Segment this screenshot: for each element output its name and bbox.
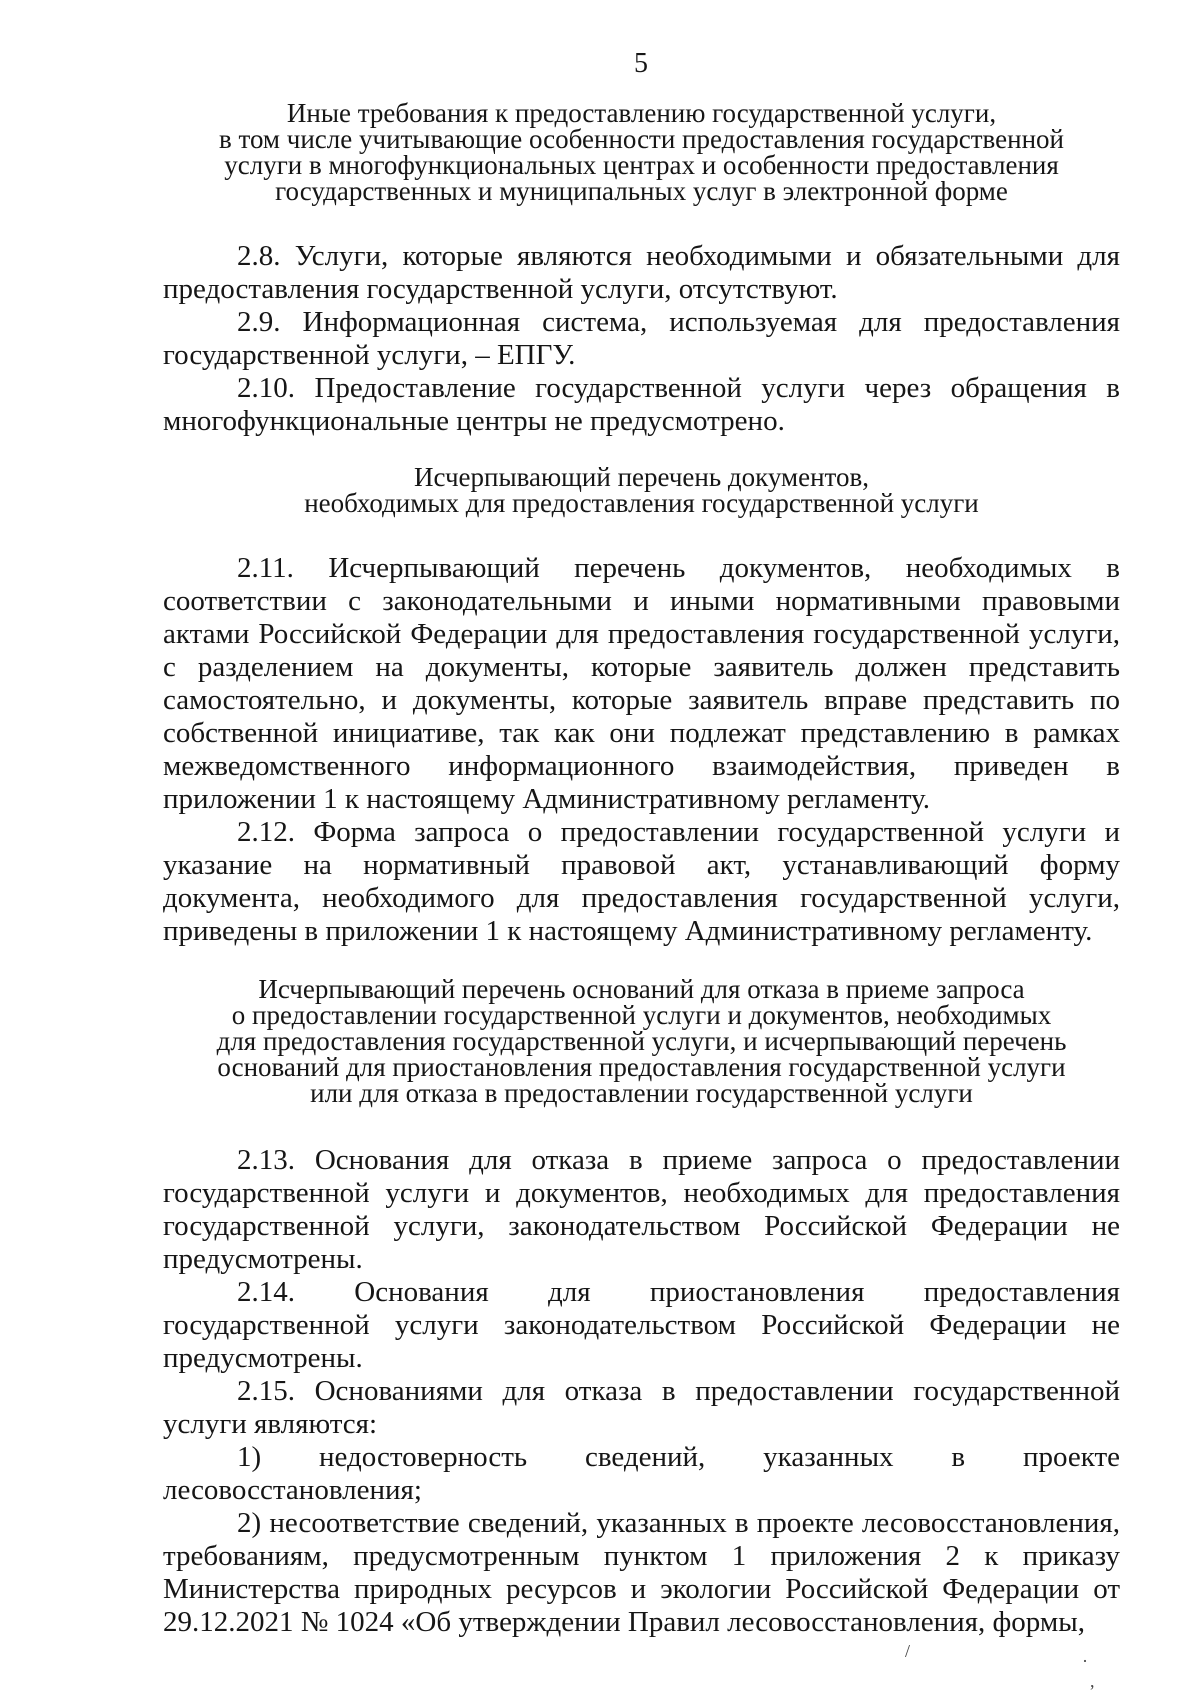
heading-line: необходимых для предоставления государственной услуги (304, 488, 979, 518)
heading-line: Исчерпывающий перечень документов, (414, 462, 869, 492)
paragraph-2-11: 2.11. Исчерпывающий перечень документов, необходимых в соответствии с законодательными и иными нормативными правовыми актами Российской Федерации для предоставления государственной услуги, с разделением на документы, которые заявитель должен представить самостоятельно, и документы, которые заявитель вправе представить по собственной инициативе, так как они подлежат представлению в рамках межведомственного информационного взаимодействия, приведен в приложении 1 к настоящему Административному регламенту. (163, 552, 1120, 815)
heading-line: или для отказа в предоставлении государственной услуги (310, 1078, 973, 1108)
section-heading-documents-list (163, 464, 1120, 516)
page-number: 5 (634, 48, 648, 79)
heading-line: в том числе учитывающие особенности предоставления государственной (219, 124, 1064, 154)
scan-mark: / (905, 1641, 911, 1661)
paragraph-2-9: 2.9. Информационная система, используемая для предоставления государственной услуги, – ЕПГУ. (163, 306, 1120, 371)
scan-mark: , (1090, 1671, 1095, 1691)
heading-line: для предоставления государственной услуги, и исчерпывающий перечень (216, 1026, 1067, 1056)
document-body (163, 100, 1120, 1639)
heading-line: о предоставлении государственной услуги и документов, необходимых (231, 1000, 1052, 1030)
heading-line: государственных и муниципальных услуг в электронной форме (275, 176, 1008, 206)
paragraph-2-14: 2.14. Основания для приостановления предоставления государственной услуги законодательством Российской Федерации не предусмотрены. (163, 1276, 1120, 1374)
heading-line: Исчерпывающий перечень оснований для отказа в приеме запроса (258, 974, 1025, 1004)
heading-line: Иные требования к предоставлению государственной услуги, (286, 98, 997, 128)
paragraph-2-8: 2.8. Услуги, которые являются необходимыми и обязательными для предоставления государственной услуги, отсутствуют. (163, 240, 1120, 305)
heading-line: оснований для приостановления предоставления государственной услуги (217, 1052, 1066, 1082)
list-item-1: 1) недостоверность сведений, указанных в проекте лесовосстановления; (163, 1441, 1120, 1506)
scan-mark: · (1082, 1651, 1088, 1671)
paragraph-2-15: 2.15. Основаниями для отказа в предоставлении государственной услуги являются: (163, 1375, 1120, 1440)
heading-line: услуги в многофункциональных центрах и особенности предоставления (224, 150, 1059, 180)
paragraph-2-13: 2.13. Основания для отказа в приеме запроса о предоставлении государственной услуги и документов, необходимых для предоставления государственной услуги, законодательством Российской Федерации не предусмотрены. (163, 1144, 1120, 1275)
paragraph-2-10: 2.10. Предоставление государственной услуги через обращения в многофункциональные центры не предусмотрено. (163, 372, 1120, 437)
list-item-2: 2) несоответствие сведений, указанных в проекте лесовосстановления, требованиям, предусмотренным пунктом 1 приложения 2 к приказу Министерства природных ресурсов и экологии Российской Федерации от 29.12.2021 № 1024 «Об утверждении Правил лесовосстановления, формы, (163, 1507, 1120, 1638)
section-heading-refusal-grounds (163, 976, 1120, 1106)
section-heading-other-requirements (163, 100, 1120, 204)
paragraph-2-12: 2.12. Форма запроса о предоставлении государственной услуги и указание на нормативный правовой акт, устанавливающий форму документа, необходимого для предоставления государственной услуги, приведены в приложении 1 к настоящему Административному регламенту. (163, 816, 1120, 947)
